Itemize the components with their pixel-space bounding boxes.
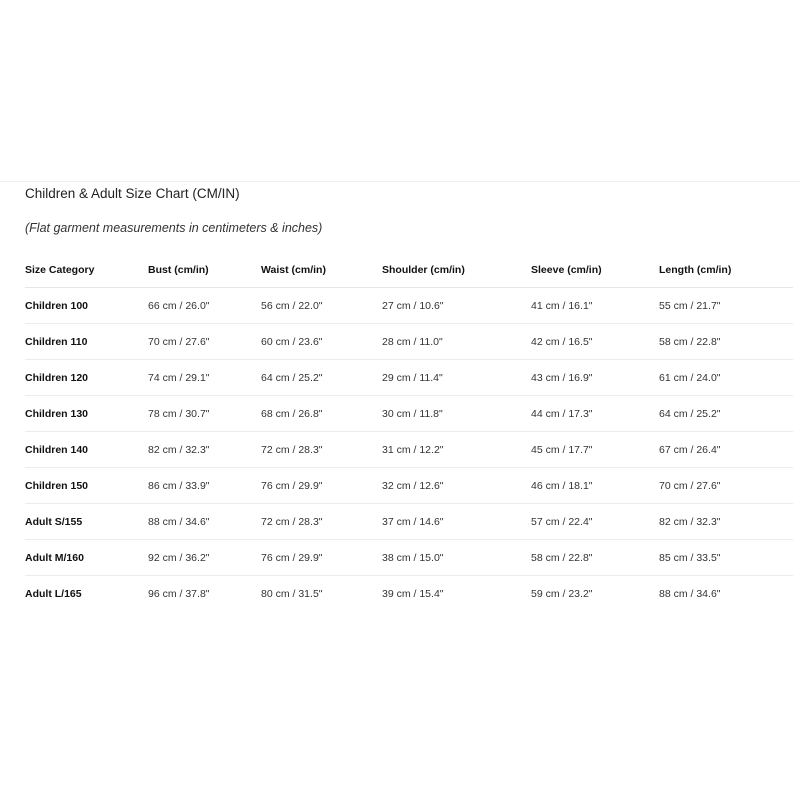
table-row — [25, 504, 793, 540]
table-row — [25, 396, 793, 432]
bust-cell: 92 cm / 36.2" — [148, 540, 261, 576]
sleeve-cell: 43 cm / 16.9" — [531, 360, 659, 396]
bust-cell: 66 cm / 26.0" — [148, 288, 261, 324]
header-sleeve: Sleeve (cm/in) — [531, 252, 659, 288]
sleeve-cell: 44 cm / 17.3" — [531, 396, 659, 432]
length-cell: 64 cm / 25.2" — [659, 396, 793, 432]
bust-cell: 74 cm / 29.1" — [148, 360, 261, 396]
length-cell: 61 cm / 24.0" — [659, 360, 793, 396]
waist-cell: 76 cm / 29.9" — [261, 540, 382, 576]
shoulder-cell: 37 cm / 14.6" — [382, 504, 531, 540]
waist-cell: 72 cm / 28.3" — [261, 432, 382, 468]
length-cell: 58 cm / 22.8" — [659, 324, 793, 360]
table-row — [25, 468, 793, 504]
length-cell: 82 cm / 32.3" — [659, 504, 793, 540]
bust-cell: 70 cm / 27.6" — [148, 324, 261, 360]
shoulder-cell: 28 cm / 11.0" — [382, 324, 531, 360]
bust-cell: 86 cm / 33.9" — [148, 468, 261, 504]
table-row — [25, 432, 793, 468]
sleeve-cell: 46 cm / 18.1" — [531, 468, 659, 504]
length-cell: 67 cm / 26.4" — [659, 432, 793, 468]
header-size-category: Size Category — [25, 252, 148, 288]
waist-cell: 68 cm / 26.8" — [261, 396, 382, 432]
sleeve-cell: 42 cm / 16.5" — [531, 324, 659, 360]
size-category-cell: Children 150 — [25, 468, 148, 504]
sleeve-cell: 59 cm / 23.2" — [531, 587, 593, 600]
bust-cell: 82 cm / 32.3" — [148, 432, 261, 468]
shoulder-cell: 29 cm / 11.4" — [382, 360, 531, 396]
bust-cell: 88 cm / 34.6" — [148, 504, 261, 540]
size-category-cell: Adult L/165 — [25, 587, 82, 600]
length-cell: 85 cm / 33.5" — [659, 540, 793, 576]
header-shoulder: Shoulder (cm/in) — [382, 252, 531, 288]
shoulder-cell: 30 cm / 11.8" — [382, 396, 531, 432]
shoulder-cell: 27 cm / 10.6" — [382, 288, 531, 324]
bust-cell: 78 cm / 30.7" — [148, 396, 261, 432]
bust-cell: 96 cm / 37.8" — [148, 587, 210, 600]
waist-cell: 64 cm / 25.2" — [261, 360, 382, 396]
table-row — [25, 360, 793, 396]
waist-cell: 72 cm / 28.3" — [261, 504, 382, 540]
length-cell: 55 cm / 21.7" — [659, 288, 793, 324]
size-category-cell: Children 110 — [25, 324, 148, 360]
sleeve-cell: 58 cm / 22.8" — [531, 540, 659, 576]
size-category-cell: Adult S/155 — [25, 504, 148, 540]
shoulder-cell: 38 cm / 15.0" — [382, 540, 531, 576]
header-bust: Bust (cm/in) — [148, 252, 261, 288]
sleeve-cell: 57 cm / 22.4" — [531, 504, 659, 540]
waist-cell: 80 cm / 31.5" — [261, 587, 323, 600]
table-header-row — [25, 252, 793, 288]
size-category-cell: Children 100 — [25, 288, 148, 324]
table-row — [25, 576, 793, 612]
waist-cell: 76 cm / 29.9" — [261, 468, 382, 504]
waist-cell: 60 cm / 23.6" — [261, 324, 382, 360]
size-chart-table — [25, 252, 793, 611]
page-subtitle: (Flat garment measurements in centimeters & inches) — [25, 221, 323, 235]
table-row — [25, 288, 793, 324]
header-waist: Waist (cm/in) — [261, 252, 382, 288]
waist-cell: 56 cm / 22.0" — [261, 288, 382, 324]
sleeve-cell: 45 cm / 17.7" — [531, 432, 659, 468]
table-row — [25, 540, 793, 576]
size-category-cell: Children 130 — [25, 396, 148, 432]
shoulder-cell: 32 cm / 12.6" — [382, 468, 531, 504]
sleeve-cell: 41 cm / 16.1" — [531, 288, 659, 324]
shoulder-cell: 31 cm / 12.2" — [382, 432, 531, 468]
length-cell: 70 cm / 27.6" — [659, 468, 793, 504]
size-category-cell: Children 120 — [25, 360, 148, 396]
table-row — [25, 324, 793, 360]
length-cell: 88 cm / 34.6" — [659, 587, 721, 600]
header-length: Length (cm/in) — [659, 252, 793, 288]
shoulder-cell: 39 cm / 15.4" — [382, 587, 444, 600]
top-divider — [0, 181, 800, 182]
size-category-cell: Children 140 — [25, 432, 148, 468]
page-title: Children & Adult Size Chart (CM/IN) — [25, 186, 240, 201]
size-category-cell: Adult M/160 — [25, 540, 148, 576]
